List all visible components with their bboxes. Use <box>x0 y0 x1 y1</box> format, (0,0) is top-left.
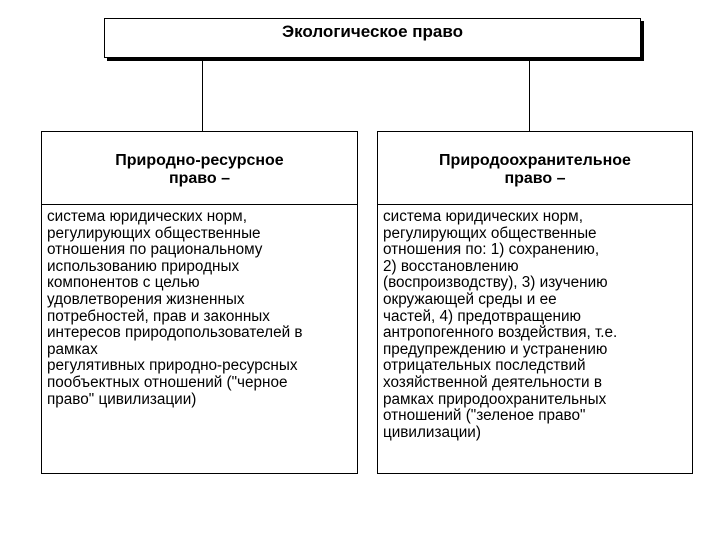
branch-definition: система юридических норм, регулирующих общественные отношения по: 1) сохранению, 2) восстановлению (воспроизводству), 3) изучению окружающей среды и ее частей, 4) предотвращению антропогенного воздействия, т.е. предупреждению и устранению отрицательных последствий хозяйственной деятельности в рамках природоохранительных отношений ("зеленое право" цивилизации) <box>383 208 618 441</box>
branch-environmental-protection-law <box>377 131 693 474</box>
branch-title <box>42 132 357 205</box>
root-node-box <box>104 18 641 58</box>
branch-title-text: Природно-ресурсное право – <box>115 152 284 187</box>
connector-root-down <box>202 58 203 131</box>
connector-root-down-right <box>529 58 530 131</box>
branch-title-text: Природоохранительное право – <box>439 152 631 187</box>
branch-natural-resource-law <box>41 131 358 474</box>
branch-title <box>378 132 692 205</box>
root-node-title: Экологическое право <box>282 22 463 41</box>
branch-definition: система юридических норм, регулирующих общественные отношения по рациональному использованию природных компонентов с целью удовлетворения жизненных потребностей, прав и законных интересов природопользователей в рамках регулятивных природно-ресурсных пообъектных отношений ("черное право" цивилизации) <box>47 208 303 408</box>
